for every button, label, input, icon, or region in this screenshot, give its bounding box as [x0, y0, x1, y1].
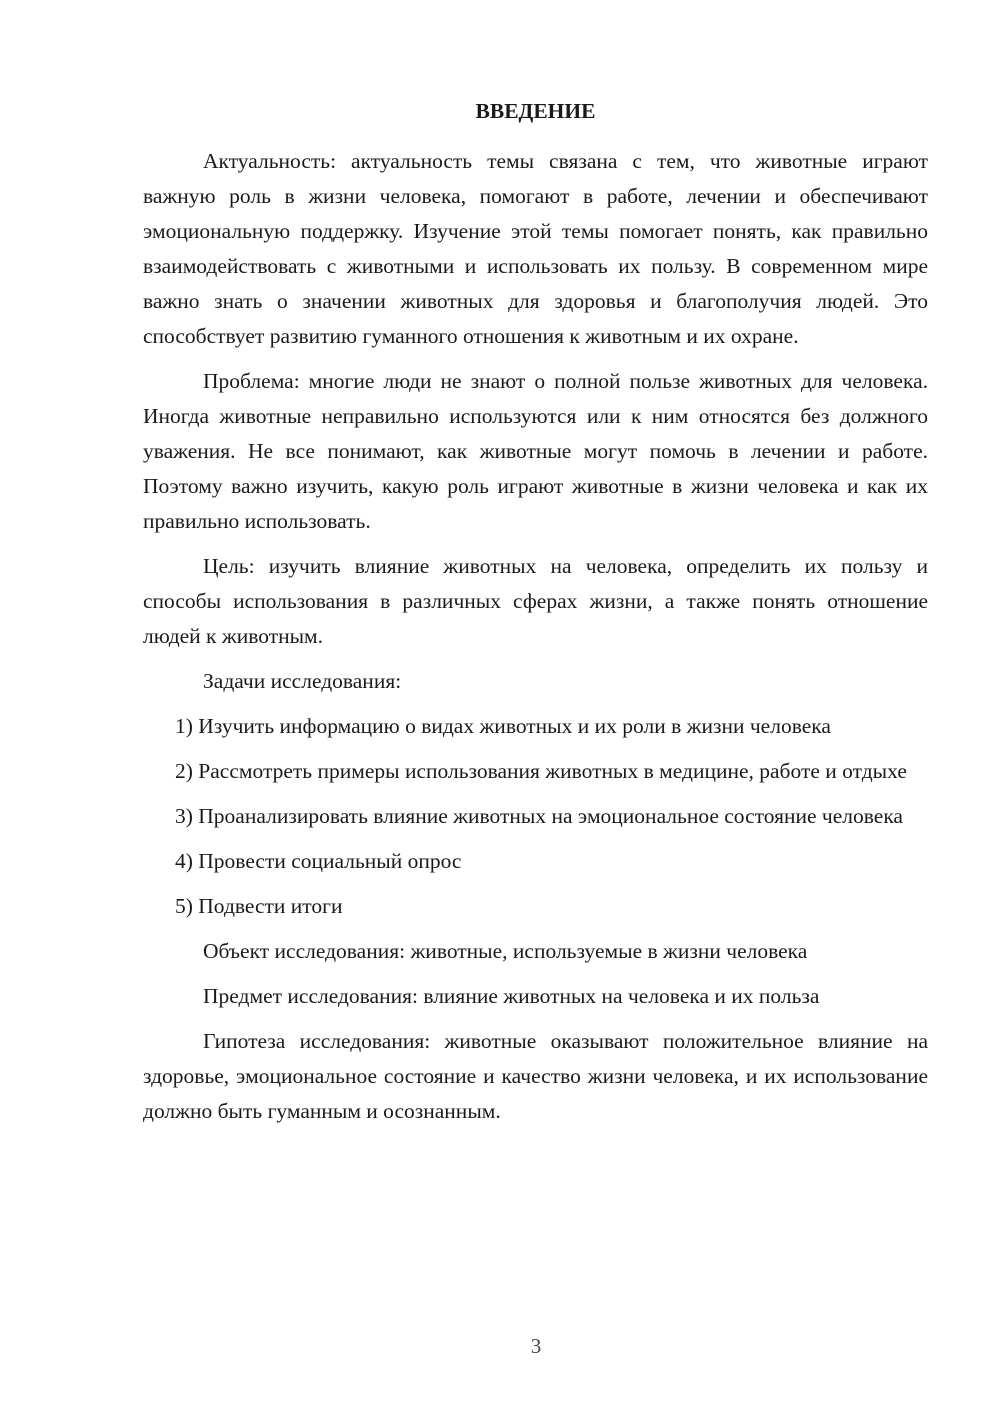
subject-paragraph: Предмет исследования: влияние животных на человека и их польза [203, 984, 820, 1008]
relevance-paragraph: Актуальность: актуальность темы связана с тем, что животные играют важную роль в жизни человека, помогают в работе, лечении и обеспечивают эмоциональную поддержку. Изучение этой темы помогает понять, как правильно взаимодействовать с животными и использовать их пользу. В современном мире важно знать о значении животных для здоровья и благополучия людей. Это способствует развитию гуманного отношения к животным и их охране. [143, 149, 928, 348]
task-item: 3) Проанализировать влияние животных на эмоциональное состояние человека [175, 804, 903, 828]
object-paragraph: Объект исследования: животные, используемые в жизни человека [203, 939, 808, 963]
problem-paragraph: Проблема: многие люди не знают о полной пользе животных для человека. Иногда животные неправильно используются или к ним относятся без должного уважения. Не все понимают, как животные могут помочь в лечении и работе. Поэтому важно изучить, какую роль играют животные в жизни человека и как их правильно использовать. [143, 369, 928, 533]
document-page [143, 96, 928, 1139]
task-item: 1) Изучить информацию о видах животных и их роли в жизни человека [175, 714, 831, 738]
page-number: 3 [530, 1334, 542, 1358]
task-item: 2) Рассмотреть примеры использования животных в медицине, работе и отдыхе [175, 759, 907, 783]
task-item: 5) Подвести итоги [175, 894, 343, 918]
section-title: ВВЕДЕНИЕ [475, 99, 596, 123]
task-item: 4) Провести социальный опрос [175, 849, 462, 873]
hypothesis-paragraph: Гипотеза исследования: животные оказывают положительное влияние на здоровье, эмоциональное состояние и качество жизни человека, и их использование должно быть гуманным и осознанным. [143, 1029, 928, 1123]
goal-paragraph: Цель: изучить влияние животных на человека, определить их пользу и способы использования в различных сферах жизни, а также понять отношение людей к животным. [143, 554, 928, 648]
tasks-heading: Задачи исследования: [203, 669, 402, 693]
